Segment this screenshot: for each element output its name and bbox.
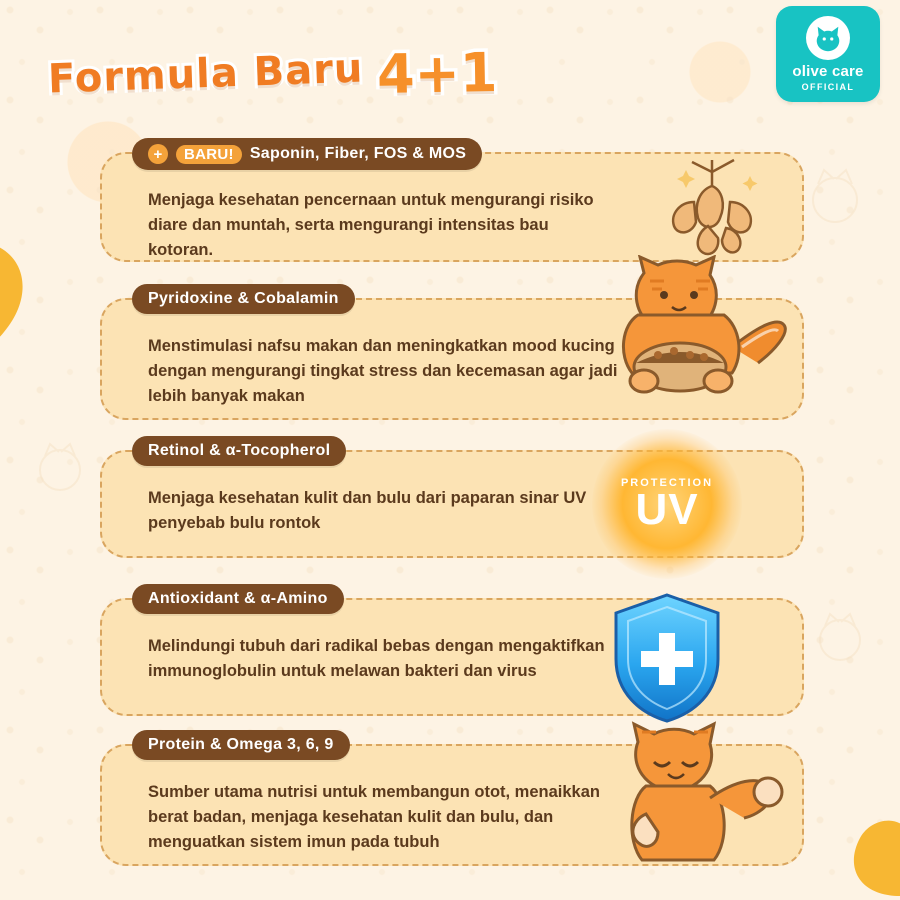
feature-chip-2 bbox=[132, 284, 355, 314]
feature-title-2: Pyridoxine & Cobalamin bbox=[148, 290, 339, 307]
feature-body-2: Menstimulasi nafsu makan dan meningkatkan mood kucing dengan mengurangi tingkat stress dan kecemasan agar jadi lebih banyak makan bbox=[148, 337, 618, 405]
feature-title-4: Antioxidant & α-Amino bbox=[148, 590, 328, 607]
decor-blob-right bbox=[830, 816, 900, 900]
feature-body-5: Sumber utama nutrisi untuk membangun otot, menaikkan berat badan, menjaga kesehatan kulit dan bulu, dan menguatkan sistem imun pada tubuh bbox=[148, 783, 600, 851]
feature-title-3: Retinol & α-Tocopherol bbox=[148, 442, 331, 459]
ginger-root-icon bbox=[642, 152, 792, 262]
feature-card-1 bbox=[100, 145, 804, 262]
feature-body-3: Menjaga kesehatan kulit dan bulu dari paparan sinar UV penyebab bulu rontok bbox=[148, 489, 587, 532]
uv-protection-label: PROTECTION bbox=[620, 477, 714, 490]
uv-sun-icon bbox=[592, 429, 742, 579]
feature-chip-1 bbox=[132, 138, 482, 170]
feature-card-5 bbox=[100, 736, 804, 866]
brand-logo bbox=[776, 6, 880, 102]
decor-blob-left bbox=[0, 236, 42, 356]
brand-name: olive care bbox=[792, 63, 864, 80]
feature-card-4 bbox=[100, 590, 804, 716]
new-badge-1: BARU! bbox=[176, 145, 242, 164]
title-number-text: 4+1 bbox=[376, 40, 499, 107]
feature-body-1: Menjaga kesehatan pencernaan untuk mengurangi risiko diare dan muntah, serta mengurangi intensitas bau kotoran. bbox=[148, 191, 594, 259]
brand-subtitle: OFFICIAL bbox=[801, 82, 855, 92]
title-main-text: Formula Baru bbox=[47, 45, 365, 102]
feature-body-4: Melindungi tubuh dari radikal bebas dengan mengaktifkan immunoglobulin untuk melawan bakteri dan virus bbox=[148, 637, 605, 680]
cat-head-icon bbox=[806, 16, 850, 60]
uv-value-label: UV bbox=[635, 485, 699, 535]
feature-card-2 bbox=[100, 290, 804, 420]
plus-icon: + bbox=[148, 144, 168, 164]
feature-title-1: Saponin, Fiber, FOS & MOS bbox=[249, 145, 467, 162]
feature-card-3 bbox=[100, 442, 804, 558]
feature-chip-5 bbox=[132, 730, 350, 760]
feature-chip-3 bbox=[132, 436, 346, 466]
page-title bbox=[48, 42, 498, 105]
feature-title-5: Protein & Omega 3, 6, 9 bbox=[148, 736, 334, 753]
feature-chip-4 bbox=[132, 584, 344, 614]
